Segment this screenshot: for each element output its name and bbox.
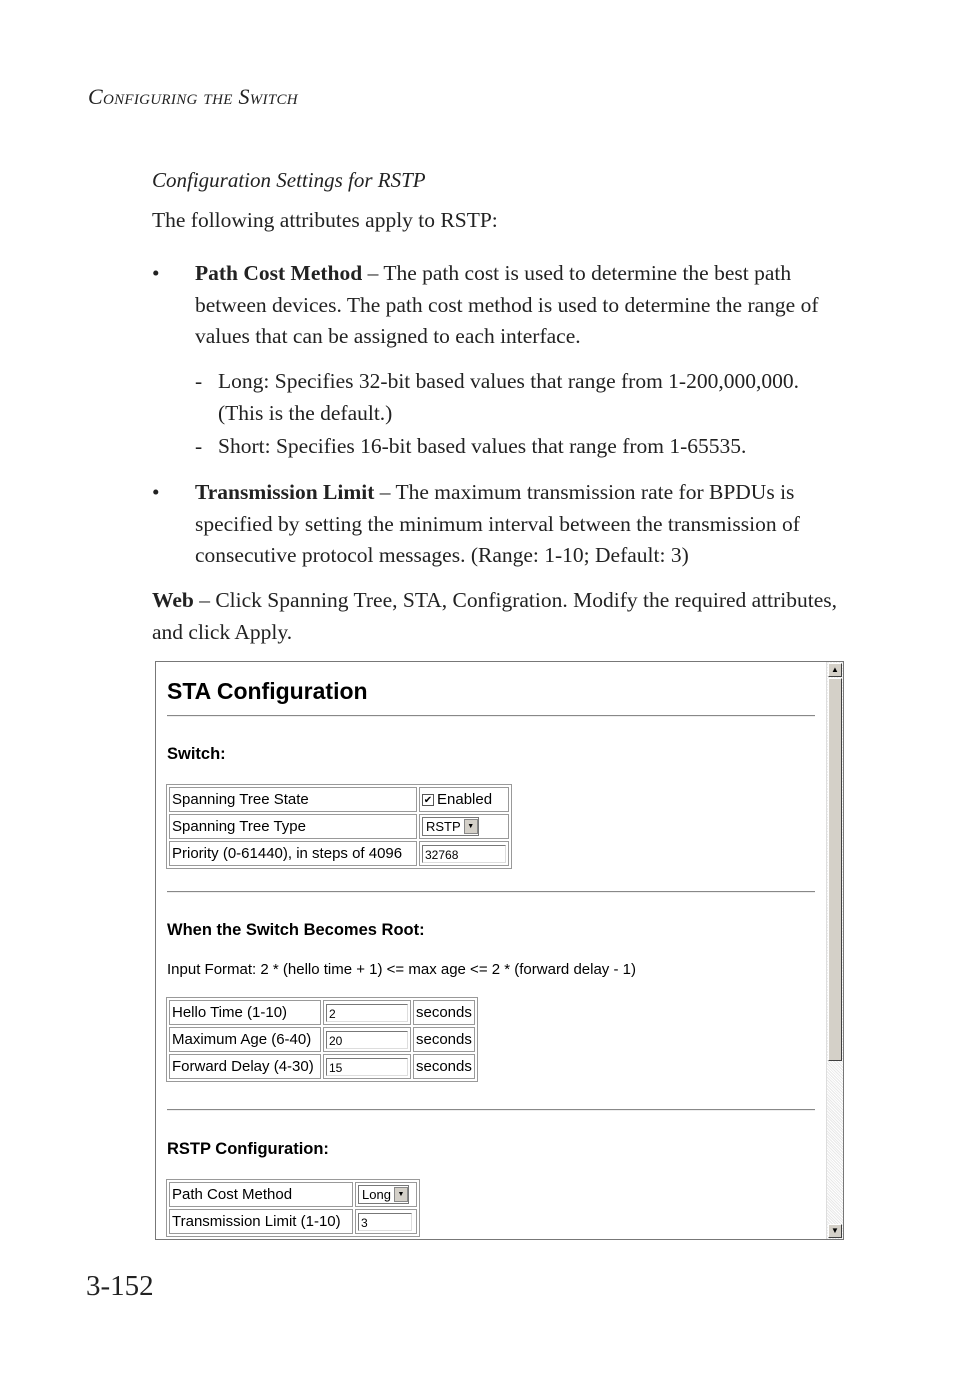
unit-label: seconds — [413, 1054, 475, 1079]
rstp-table — [166, 1179, 420, 1237]
table-row — [169, 1054, 475, 1079]
row-label: Transmission Limit (1-10) — [169, 1209, 353, 1234]
section-title: Configuration Settings for RSTP — [152, 168, 426, 192]
sub-item-text: Short: Specifies 16-bit based values that range from 1-65535. — [218, 434, 747, 458]
sta-page-title: STA Configuration — [167, 678, 368, 704]
root-heading: When the Switch Becomes Root: — [167, 921, 425, 939]
table-row — [169, 1209, 417, 1234]
running-head: Configuring the Switch — [88, 84, 298, 109]
enabled-checkbox[interactable]: ✔ — [423, 795, 433, 807]
priority-input[interactable]: 32768 — [422, 845, 506, 863]
switch-table — [166, 784, 512, 869]
scroll-down-icon[interactable]: ▼ — [828, 1224, 842, 1238]
bullet-dot: • — [152, 480, 160, 504]
row-label: Spanning Tree Type — [169, 814, 417, 839]
row-label: Forward Delay (4-30) — [169, 1054, 321, 1079]
web-term: Web — [152, 588, 194, 612]
row-label: Hello Time (1-10) — [169, 1000, 321, 1025]
bullet-dot: • — [152, 261, 160, 285]
divider — [167, 715, 815, 717]
row-label: Priority (0-61440), in steps of 4096 — [169, 841, 417, 866]
table-row — [169, 1027, 475, 1052]
unit-label: seconds — [413, 1027, 475, 1052]
switch-heading: Switch: — [167, 745, 226, 763]
table-row — [169, 787, 509, 812]
spanning-tree-state-cell — [419, 787, 509, 812]
rstp-heading: RSTP Configuration: — [167, 1140, 329, 1158]
bullet-text: – The path cost is used to determine the best path between devices. The path cost method is used to determine the range of values that can be assigned to each interface. — [195, 261, 819, 348]
sta-configuration-screenshot — [155, 661, 844, 1240]
input-format-note: Input Format: 2 * (hello time + 1) <= max age <= 2 * (forward delay - 1) — [167, 961, 636, 978]
row-label: Spanning Tree State — [169, 787, 417, 812]
unit-label: seconds — [413, 1000, 475, 1025]
bullet-term: Path Cost Method — [195, 261, 363, 285]
scroll-up-icon[interactable]: ▲ — [828, 663, 842, 677]
checkbox-label: Enabled — [437, 791, 493, 808]
row-label: Path Cost Method — [169, 1182, 353, 1207]
transmission-limit-input[interactable]: 3 — [358, 1213, 412, 1231]
bullet-term: Transmission Limit — [195, 480, 375, 504]
scroll-thumb[interactable] — [828, 678, 842, 1061]
root-table — [166, 997, 478, 1082]
vertical-scrollbar[interactable] — [826, 662, 843, 1239]
bullet-text: – The maximum transmission rate for BPDUs is specified by setting the minimum interval between the transmission of consecutive protocol messages. (Range: 1-10; Default: 3) — [195, 480, 800, 567]
page-number: 3-152 — [86, 1270, 154, 1302]
sub-item-text: Long: Specifies 32-bit based values that range from 1-200,000,000. (This is the default.) — [218, 369, 799, 425]
chevron-down-icon[interactable]: ▼ — [394, 1187, 408, 1202]
spanning-tree-type-select[interactable]: RSTP ▼ — [422, 817, 479, 836]
divider — [167, 1109, 815, 1111]
row-label: Maximum Age (6-40) — [169, 1027, 321, 1052]
forward-delay-input[interactable]: 15 — [326, 1058, 408, 1076]
chevron-down-icon[interactable]: ▼ — [464, 819, 478, 834]
intro-text: The following attributes apply to RSTP: — [152, 208, 498, 232]
path-cost-method-select[interactable]: Long ▼ — [358, 1185, 409, 1204]
divider — [167, 891, 815, 893]
hello-time-input[interactable]: 2 — [326, 1004, 408, 1022]
web-text: – Click Spanning Tree, STA, Configration. Modify the required attributes, and click Apply. — [152, 588, 838, 644]
table-row — [169, 1000, 475, 1025]
table-row — [169, 1182, 417, 1207]
web-instructions — [152, 585, 852, 648]
max-age-input[interactable]: 20 — [326, 1031, 408, 1049]
table-row — [169, 814, 509, 839]
table-row — [169, 841, 509, 866]
